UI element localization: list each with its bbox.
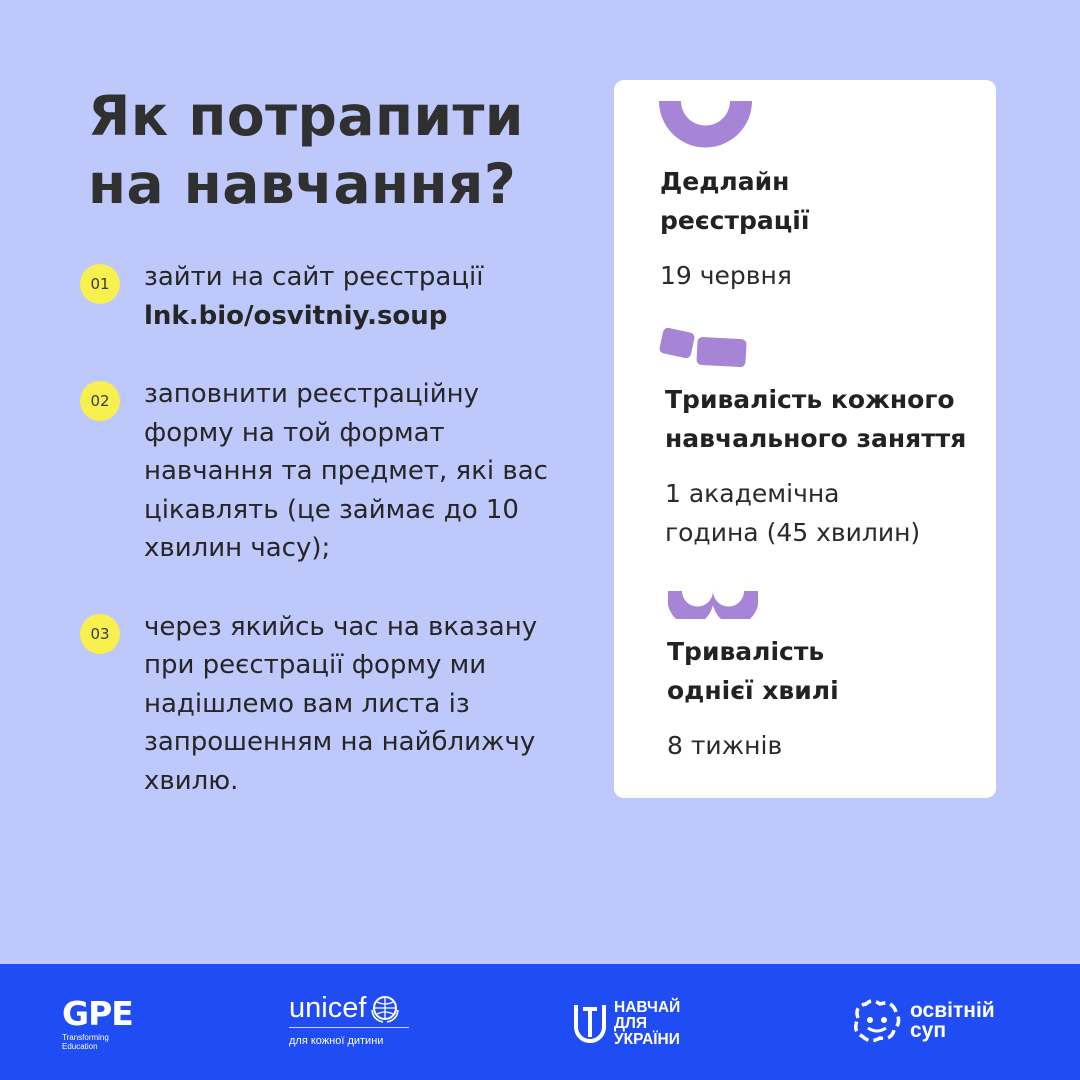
gpe-subtitle-line: Transforming <box>62 1033 109 1042</box>
unicef-tagline: для кожної дитини <box>289 1035 384 1047</box>
lesson-title-line: Тривалість кожного <box>665 385 955 414</box>
globe-emblem-icon <box>369 992 401 1024</box>
lesson-value-line: 1 академічна <box>665 479 840 508</box>
unicef-divider <box>289 1027 409 1028</box>
gpe-logo-subtitle <box>62 1033 133 1051</box>
step-item <box>80 258 560 335</box>
wave-duration-value: 8 тижнів <box>667 731 783 760</box>
trident-u-icon <box>572 1001 608 1047</box>
unicef-logo-mark: unicef <box>289 992 367 1024</box>
step-number-badge: 01 <box>80 264 120 304</box>
step-number-badge: 02 <box>80 381 120 421</box>
lesson-value-line: година (45 хвилин) <box>665 518 921 547</box>
wave-title-line: Тривалість <box>667 637 825 666</box>
step-number-badge: 03 <box>80 614 120 654</box>
deadline-value: 19 червня <box>660 261 792 290</box>
step-text <box>144 258 560 335</box>
registration-link[interactable]: lnk.bio/osvitniy.soup <box>144 300 448 331</box>
title-line-2: на навчання? <box>88 152 517 216</box>
lesson-duration-value <box>665 474 920 552</box>
osvitniy-sup-text <box>910 1001 995 1041</box>
wave-duration-title <box>667 632 839 710</box>
info-card <box>614 80 996 798</box>
navchai-text-line: ДЛЯ <box>614 1015 648 1032</box>
wave-title-line: однієї хвилі <box>667 676 839 705</box>
wave-icon <box>668 591 758 619</box>
step-item <box>80 608 560 801</box>
title-line-1: Як потрапити <box>88 84 524 148</box>
half-circle-icon <box>659 101 752 151</box>
lesson-duration-title <box>665 380 966 458</box>
unicef-logo <box>289 992 409 1047</box>
gpe-logo <box>62 994 133 1051</box>
step-description: зайти на сайт реєстрації <box>144 262 484 292</box>
gpe-logo-mark: GPE <box>62 994 133 1033</box>
steps-list <box>80 258 560 800</box>
soup-logo-icon <box>852 998 902 1044</box>
navchai-logo <box>572 1000 680 1048</box>
gpe-subtitle-line: Education <box>62 1042 98 1051</box>
step-item <box>80 375 560 568</box>
page-title <box>88 82 524 218</box>
soup-text-line: освітній <box>910 999 995 1022</box>
soup-text-line: суп <box>910 1019 947 1042</box>
partners-footer <box>0 964 1080 1080</box>
navchai-text-line: УКРАЇНИ <box>614 1031 680 1048</box>
deadline-title <box>660 162 809 240</box>
navchai-logo-text <box>614 1000 680 1048</box>
deadline-title-line: Дедлайн <box>660 167 790 196</box>
step-description: через якийсь час на вказану при реєстрації форму ми надішлемо вам листа із запрошенням на найближчу хвилю. <box>144 611 538 796</box>
osvitniy-sup-logo <box>852 998 995 1044</box>
step-description: заповнити реєстраційну форму на той формат навчання та предмет, які вас цікавлять (це займає до 10 хвилин часу); <box>144 379 548 563</box>
deadline-title-line: реєстрації <box>660 206 810 235</box>
navchai-text-line: НАВЧАЙ <box>614 999 681 1016</box>
pill-blocks-icon <box>659 324 749 370</box>
lesson-title-line: навчального заняття <box>665 424 967 453</box>
